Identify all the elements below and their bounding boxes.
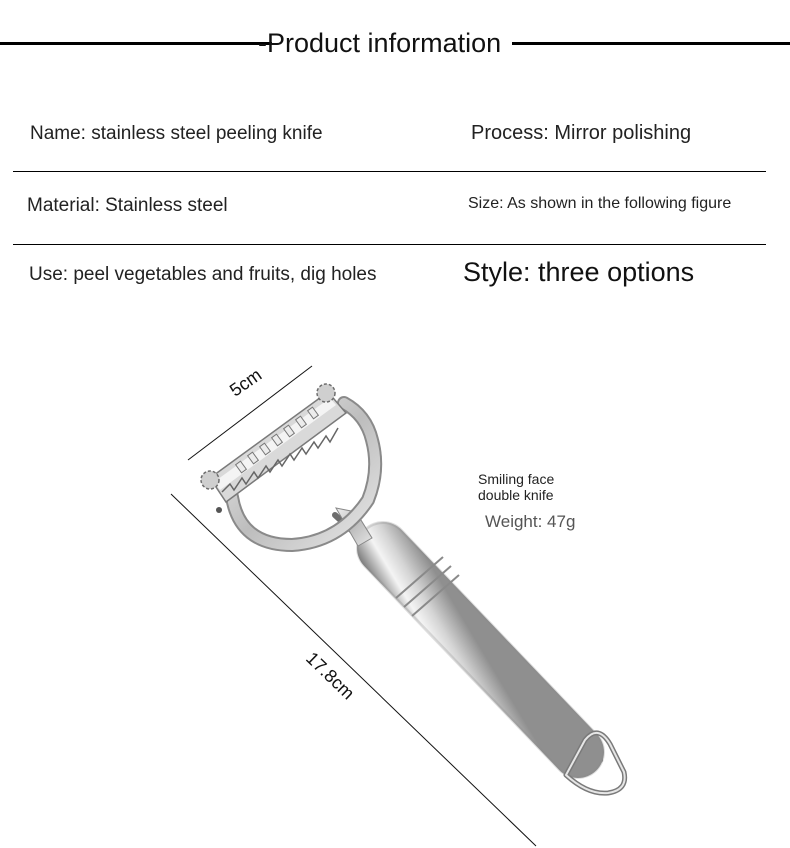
peeler-handle xyxy=(335,515,625,793)
length-label: 17.8cm xyxy=(302,648,359,704)
caption-line-2: double knife xyxy=(478,487,554,503)
spec-size: Size: As shown in the following figure xyxy=(468,195,732,212)
spec-style: Style: three options xyxy=(463,257,695,287)
peeler-head xyxy=(201,384,375,545)
width-label: 5cm xyxy=(226,364,266,401)
product-caption xyxy=(478,471,554,503)
title-dash: - xyxy=(258,28,267,58)
spec-process: Process: Mirror polishing xyxy=(471,122,692,144)
spec-material: Material: Stainless steel xyxy=(27,195,228,216)
caption-line-1: Smiling face xyxy=(478,471,555,487)
spec-name: Name: stainless steel peeling knife xyxy=(30,123,323,144)
title-text: Product information xyxy=(267,28,502,58)
weight-label: Weight: 47g xyxy=(485,512,576,531)
spec-use: Use: peel vegetables and fruits, dig holes xyxy=(29,264,377,285)
